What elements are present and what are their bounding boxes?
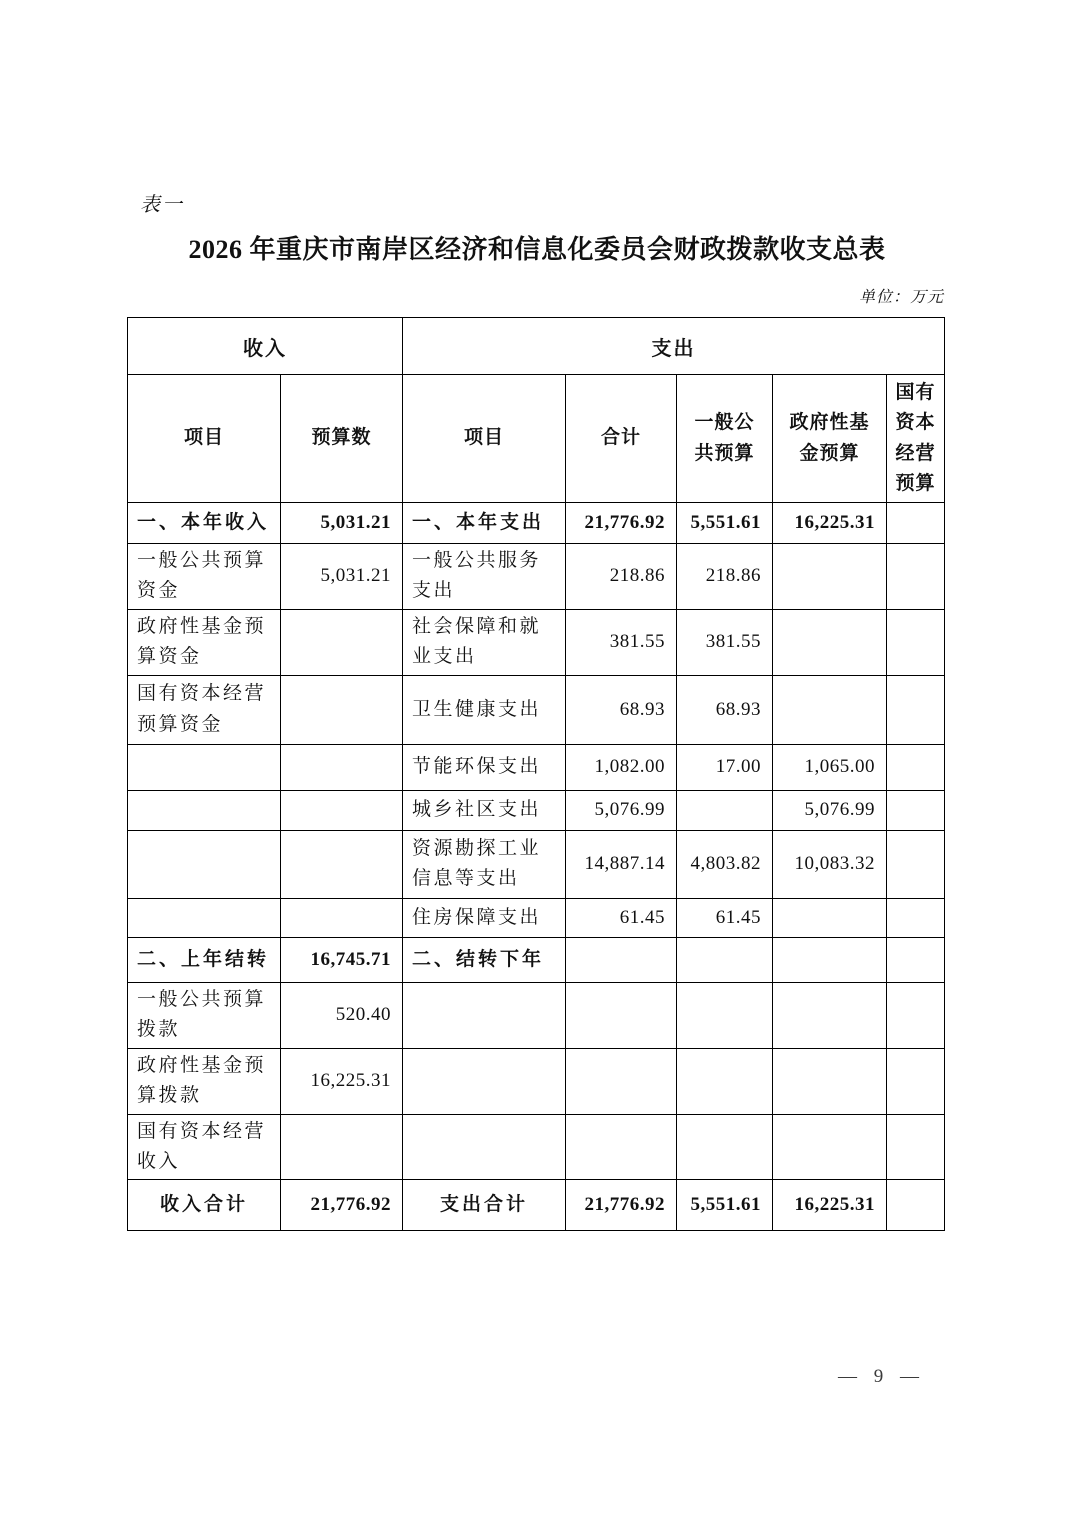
table-row	[128, 937, 945, 982]
income-item-cell	[128, 830, 281, 898]
table-row	[128, 609, 945, 675]
expenditure-state-capital-budget-cell	[887, 1180, 945, 1231]
income-item-cell: 二、上年结转	[128, 937, 281, 982]
income-budget-cell: 16,225.31	[281, 1048, 403, 1114]
expenditure-total-cell	[566, 937, 677, 982]
expenditure-item-cell: 节能环保支出	[403, 744, 566, 790]
table-row	[128, 1114, 945, 1180]
table-row	[128, 503, 945, 544]
expenditure-state-capital-budget-cell	[887, 544, 945, 610]
expenditure-general-public-budget-cell: 68.93	[677, 675, 773, 744]
income-item-cell: 一般公共预算 拨款	[128, 982, 281, 1048]
budget-table	[127, 317, 945, 1231]
expenditure-state-capital-budget-cell	[887, 503, 945, 544]
group-header-row	[128, 318, 945, 375]
expenditure-government-fund-budget-cell	[773, 1114, 887, 1180]
expenditure-general-public-budget-cell: 61.45	[677, 898, 773, 937]
income-budget-cell: 21,776.92	[281, 1180, 403, 1231]
expenditure-total-cell: 1,082.00	[566, 744, 677, 790]
income-budget-cell	[281, 790, 403, 830]
expenditure-item-cell: 资源勘探工业 信息等支出	[403, 830, 566, 898]
expenditure-general-public-budget-cell	[677, 1048, 773, 1114]
expenditure-general-public-budget-cell: 218.86	[677, 544, 773, 610]
income-item-cell: 政府性基金预 算拨款	[128, 1048, 281, 1114]
expenditure-total-cell: 68.93	[566, 675, 677, 744]
expenditure-general-public-budget-cell	[677, 1114, 773, 1180]
table-row	[128, 544, 945, 610]
expenditure-total-cell: 21,776.92	[566, 1180, 677, 1231]
expenditure-item-cell	[403, 982, 566, 1048]
expenditure-state-capital-budget-cell	[887, 1114, 945, 1180]
income-item-cell	[128, 790, 281, 830]
income-item-cell: 国有资本经营 预算资金	[128, 675, 281, 744]
table-number-label: 表一	[140, 194, 184, 216]
expenditure-group-header: 支出	[403, 318, 945, 375]
income-budget-cell	[281, 675, 403, 744]
page-title: 2026 年重庆市南岸区经济和信息化委员会财政拨款收支总表	[188, 235, 886, 264]
expenditure-total-cell	[566, 982, 677, 1048]
expenditure-total-cell: 5,076.99	[566, 790, 677, 830]
expenditure-total-cell: 14,887.14	[566, 830, 677, 898]
expenditure-state-capital-budget-cell	[887, 898, 945, 937]
income-item-cell: 一般公共预算 资金	[128, 544, 281, 610]
table-row	[128, 790, 945, 830]
expenditure-state-capital-budget-cell	[887, 790, 945, 830]
expenditure-state-capital-budget-cell	[887, 1048, 945, 1114]
income-group-header: 收入	[128, 318, 403, 375]
expenditure-item-cell: 一般公共服务 支出	[403, 544, 566, 610]
table-row	[128, 744, 945, 790]
column-header-income-budget: 预算数	[281, 375, 403, 503]
expenditure-total-cell: 381.55	[566, 609, 677, 675]
expenditure-general-public-budget-cell	[677, 790, 773, 830]
unit-note: 单位：万元	[858, 289, 944, 306]
expenditure-total-cell: 218.86	[566, 544, 677, 610]
table-body	[128, 503, 945, 1231]
expenditure-government-fund-budget-cell: 1,065.00	[773, 744, 887, 790]
expenditure-general-public-budget-cell: 5,551.61	[677, 503, 773, 544]
expenditure-state-capital-budget-cell	[887, 830, 945, 898]
expenditure-government-fund-budget-cell	[773, 675, 887, 744]
expenditure-general-public-budget-cell: 381.55	[677, 609, 773, 675]
expenditure-item-cell: 支出合计	[403, 1180, 566, 1231]
expenditure-general-public-budget-cell: 5,551.61	[677, 1180, 773, 1231]
expenditure-item-cell: 住房保障支出	[403, 898, 566, 937]
income-budget-cell	[281, 744, 403, 790]
expenditure-item-cell: 卫生健康支出	[403, 675, 566, 744]
table-row	[128, 898, 945, 937]
expenditure-total-cell: 21,776.92	[566, 503, 677, 544]
expenditure-item-cell: 一、本年支出	[403, 503, 566, 544]
income-budget-cell: 5,031.21	[281, 503, 403, 544]
expenditure-government-fund-budget-cell	[773, 982, 887, 1048]
table-row	[128, 675, 945, 744]
income-budget-cell	[281, 609, 403, 675]
expenditure-general-public-budget-cell	[677, 982, 773, 1048]
expenditure-item-cell: 城乡社区支出	[403, 790, 566, 830]
expenditure-government-fund-budget-cell	[773, 937, 887, 982]
expenditure-government-fund-budget-cell: 16,225.31	[773, 503, 887, 544]
income-budget-cell: 520.40	[281, 982, 403, 1048]
expenditure-total-cell	[566, 1114, 677, 1180]
expenditure-government-fund-budget-cell: 16,225.31	[773, 1180, 887, 1231]
expenditure-government-fund-budget-cell	[773, 898, 887, 937]
income-budget-cell	[281, 898, 403, 937]
expenditure-state-capital-budget-cell	[887, 982, 945, 1048]
column-header-income-item: 项目	[128, 375, 281, 503]
income-item-cell: 一、本年收入	[128, 503, 281, 544]
column-header-state-capital-budget: 国有 资本 经营 预算	[887, 375, 945, 503]
expenditure-item-cell: 二、结转下年	[403, 937, 566, 982]
expenditure-government-fund-budget-cell	[773, 544, 887, 610]
expenditure-government-fund-budget-cell	[773, 1048, 887, 1114]
table-row	[128, 830, 945, 898]
expenditure-state-capital-budget-cell	[887, 937, 945, 982]
income-item-cell	[128, 898, 281, 937]
column-header-expenditure-item: 项目	[403, 375, 566, 503]
income-budget-cell: 16,745.71	[281, 937, 403, 982]
income-item-cell: 政府性基金预 算资金	[128, 609, 281, 675]
table-row	[128, 982, 945, 1048]
expenditure-general-public-budget-cell: 17.00	[677, 744, 773, 790]
income-item-cell: 国有资本经营 收入	[128, 1114, 281, 1180]
expenditure-total-cell	[566, 1048, 677, 1114]
expenditure-item-cell: 社会保障和就 业支出	[403, 609, 566, 675]
income-budget-cell: 5,031.21	[281, 544, 403, 610]
column-header-general-public-budget: 一般公 共预算	[677, 375, 773, 503]
expenditure-government-fund-budget-cell: 10,083.32	[773, 830, 887, 898]
income-item-cell	[128, 744, 281, 790]
income-budget-cell	[281, 830, 403, 898]
income-item-cell: 收入合计	[128, 1180, 281, 1231]
expenditure-state-capital-budget-cell	[887, 744, 945, 790]
column-header-row	[128, 375, 945, 503]
table-row	[128, 1180, 945, 1231]
income-budget-cell	[281, 1114, 403, 1180]
table-row	[128, 1048, 945, 1114]
expenditure-item-cell	[403, 1048, 566, 1114]
expenditure-general-public-budget-cell	[677, 937, 773, 982]
expenditure-general-public-budget-cell: 4,803.82	[677, 830, 773, 898]
expenditure-total-cell: 61.45	[566, 898, 677, 937]
expenditure-state-capital-budget-cell	[887, 609, 945, 675]
column-header-government-fund-budget: 政府性基 金预算	[773, 375, 887, 503]
expenditure-item-cell	[403, 1114, 566, 1180]
expenditure-government-fund-budget-cell	[773, 609, 887, 675]
page-number: — 9 —	[838, 1366, 925, 1387]
column-header-expenditure-total: 合计	[566, 375, 677, 503]
expenditure-state-capital-budget-cell	[887, 675, 945, 744]
expenditure-government-fund-budget-cell: 5,076.99	[773, 790, 887, 830]
